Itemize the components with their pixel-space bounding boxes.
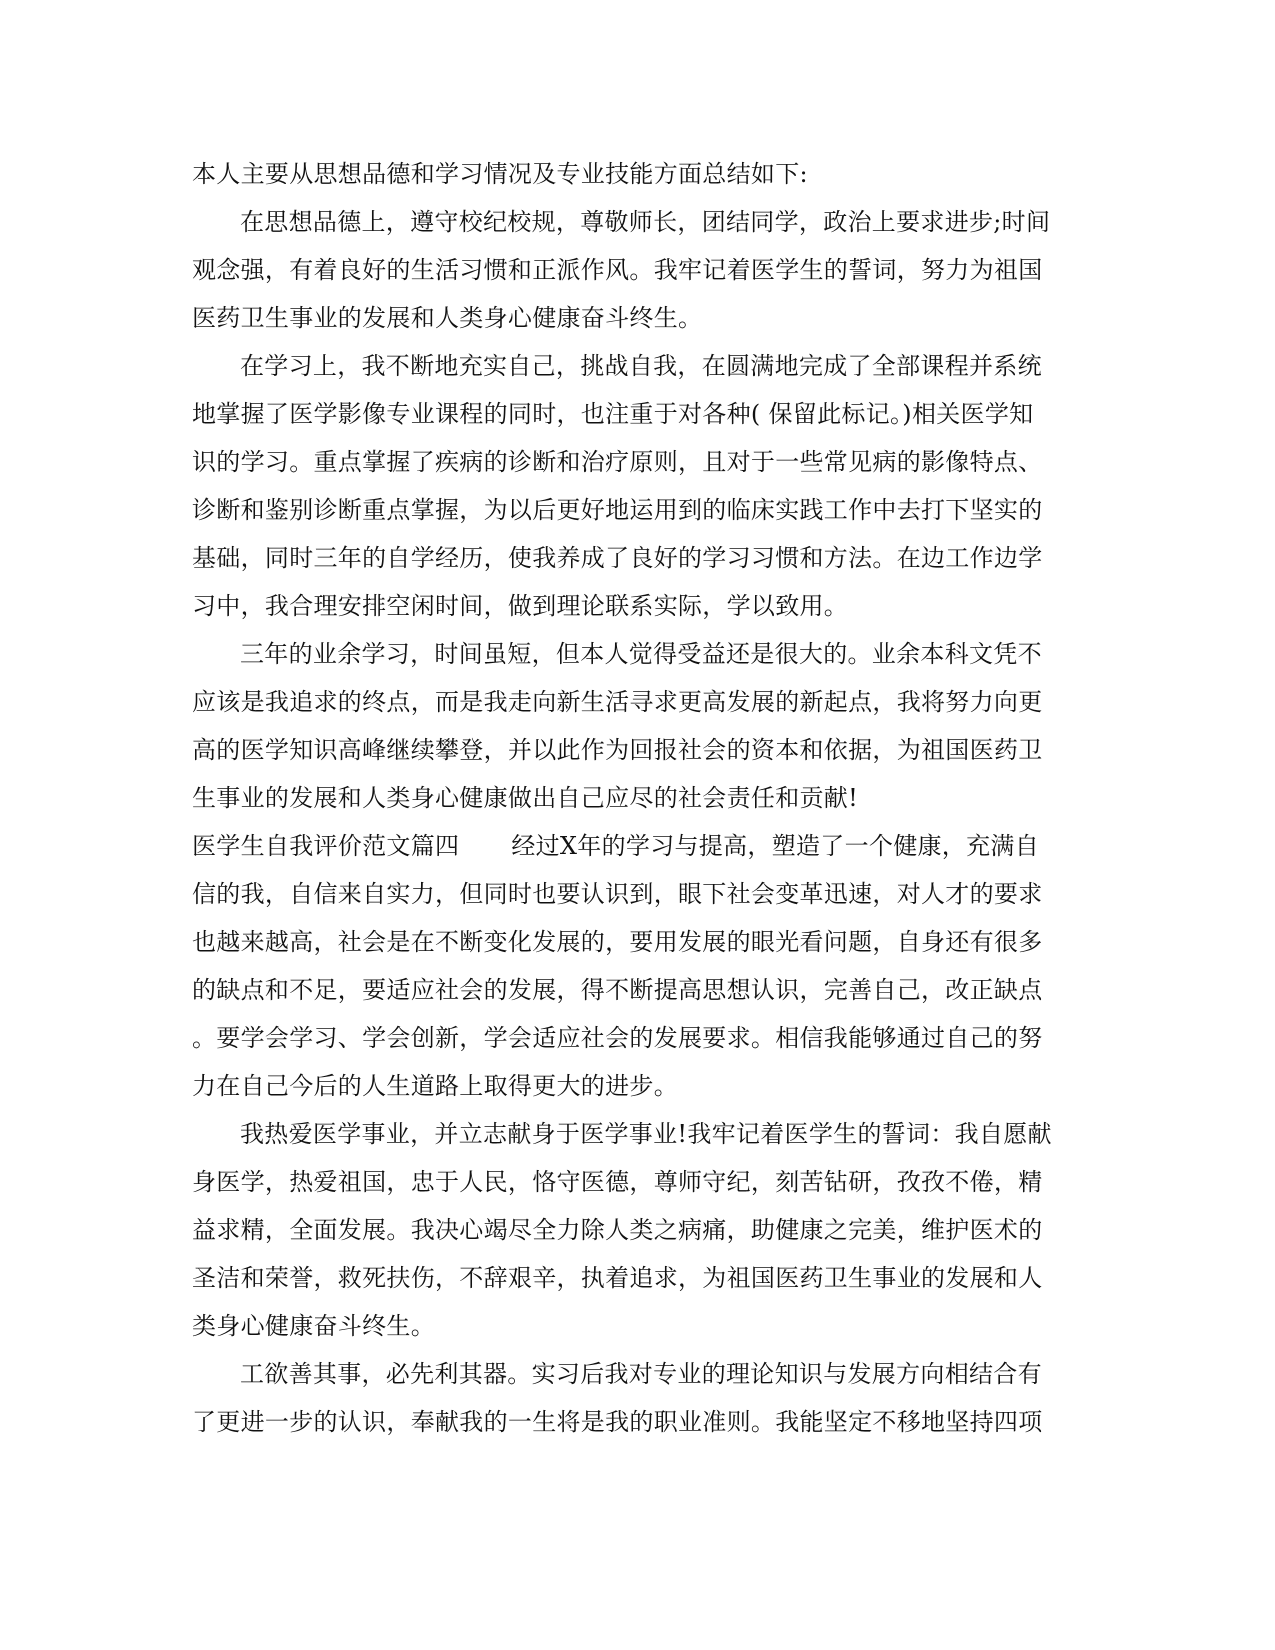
text-line: 本人主要从思想品德和学习情况及专业技能方面总结如下: bbox=[192, 160, 808, 188]
text-line: 应该是我追求的终点，而是我走向新生活寻求更高发展的新起点，我将努力向更 bbox=[192, 688, 1043, 716]
text-line: 了更进一步的认识，奉献我的一生将是我的职业准则。我能坚定不移地坚持四项 bbox=[192, 1408, 1043, 1436]
text-line: 观念强，有着良好的生活习惯和正派作风。我牢记着医学生的誓词，努力为祖国 bbox=[192, 256, 1043, 284]
text-line: 圣洁和荣誉，救死扶伤，不辞艰辛，执着追求，为祖国医药卫生事业的发展和人 bbox=[192, 1264, 1043, 1292]
section-heading: 医学生自我评价范文篇四 bbox=[192, 832, 460, 860]
text-line: 在思想品德上，遵守校纪校规，尊敬师长，团结同学，政治上要求进步;时间 bbox=[240, 208, 1051, 236]
text-line: 三年的业余学习，时间虽短，但本人觉得受益还是很大的。业余本科文凭不 bbox=[240, 640, 1042, 668]
section-line bbox=[192, 822, 1072, 870]
text-line: 高的医学知识高峰继续攀登，并以此作为回报社会的资本和依据，为祖国医药卫 bbox=[192, 736, 1043, 764]
text-line: 力在自己今后的人生道路上取得更大的进步。 bbox=[192, 1072, 678, 1100]
text-line: 诊断和鉴别诊断重点掌握，为以后更好地运用到的临床实践工作中去打下坚实的 bbox=[192, 496, 1043, 524]
text-line: 也越来越高，社会是在不断变化发展的，要用发展的眼光看问题，自身还有很多 bbox=[192, 928, 1043, 956]
text-line: 识的学习。重点掌握了疾病的诊断和治疗原则，且对于一些常见病的影像特点、 bbox=[192, 448, 1043, 476]
text-line: 地掌握了医学影像专业课程的同时，也注重于对各种( 保留此标记。)相关医学知 bbox=[192, 400, 1034, 428]
text-line: 信的我，自信来自实力，但同时也要认识到，眼下社会变革迅速，对人才的要求 bbox=[192, 880, 1043, 908]
text-line: 身医学，热爱祖国，忠于人民，恪守医德，尊师守纪，刻苦钻研，孜孜不倦，精 bbox=[192, 1168, 1043, 1196]
text-line: 习中，我合理安排空闲时间，做到理论联系实际，学以致用。 bbox=[192, 592, 849, 620]
text-line: 医药卫生事业的发展和人类身心健康奋斗终生。 bbox=[192, 304, 703, 332]
text-line: 我热爱医学事业，并立志献身于医学事业!我牢记着医学生的誓词：我自愿献 bbox=[240, 1120, 1052, 1148]
text-line: 生事业的发展和人类身心健康做出自己应尽的社会责任和贡献! bbox=[192, 784, 859, 812]
document-body bbox=[192, 150, 1072, 1446]
text-line: 基础，同时三年的自学经历，使我养成了良好的学习习惯和方法。在边工作边学 bbox=[192, 544, 1043, 572]
text-line: 工欲善其事，必先利其器。实习后我对专业的理论知识与发展方向相结合有 bbox=[240, 1360, 1042, 1388]
text-line: 类身心健康奋斗终生。 bbox=[192, 1312, 435, 1340]
text-line: 的缺点和不足，要适应社会的发展，得不断提高思想认识，完善自己，改正缺点 bbox=[192, 976, 1043, 1004]
text-line: 。要学会学习、学会创新，学会适应社会的发展要求。相信我能够通过自己的努 bbox=[192, 1024, 1043, 1052]
text-line: 经过X年的学习与提高，塑造了一个健康，充满自 bbox=[511, 832, 1039, 860]
text-line: 在学习上，我不断地充实自己，挑战自我，在圆满地完成了全部课程并系统 bbox=[240, 352, 1042, 380]
text-line: 益求精，全面发展。我决心竭尽全力除人类之病痛，助健康之完美，维护医术的 bbox=[192, 1216, 1043, 1244]
